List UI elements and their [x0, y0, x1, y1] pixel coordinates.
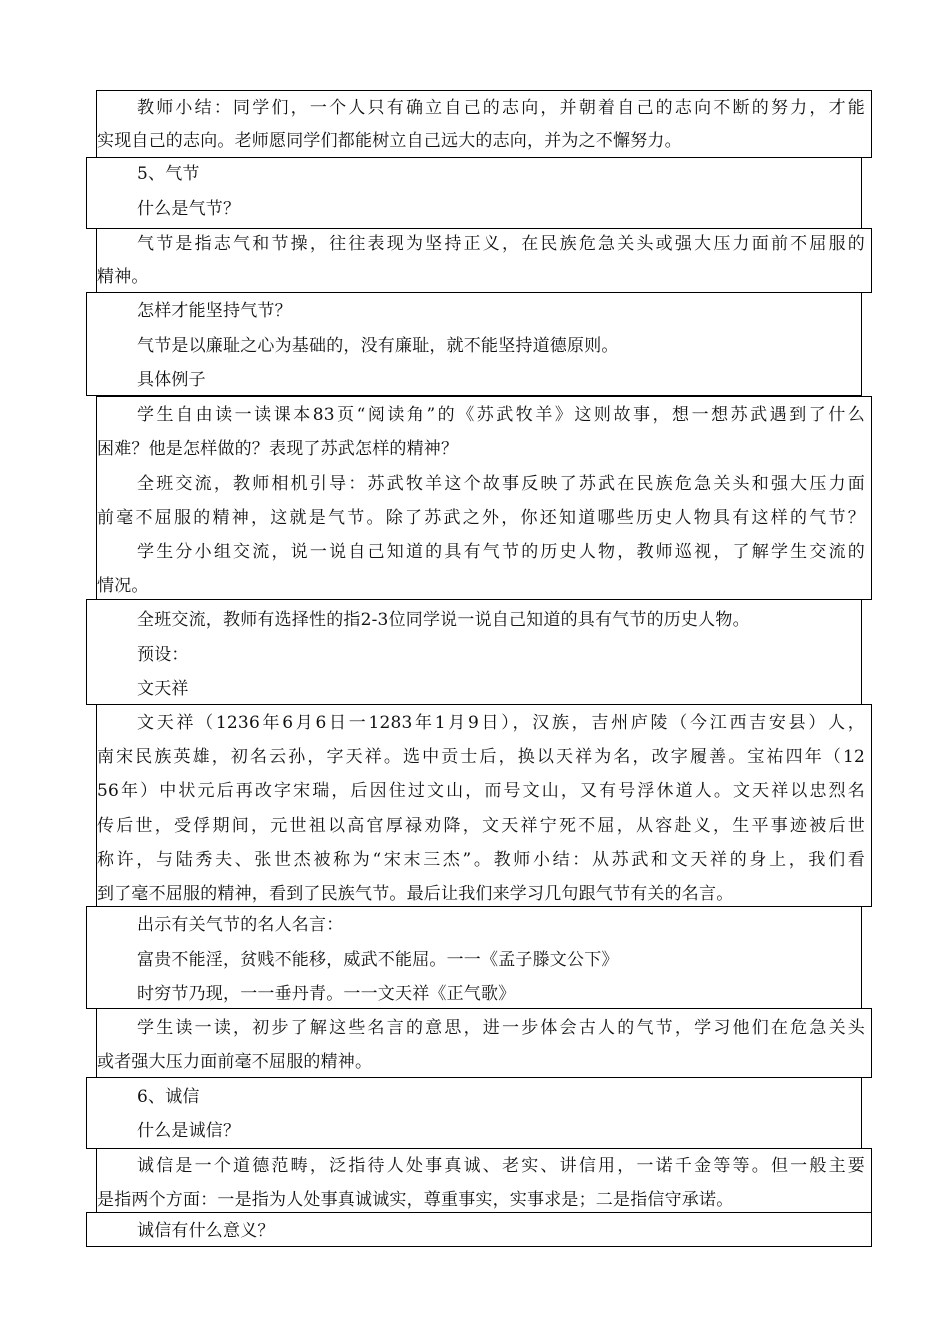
question-text: 什么是气节？ — [137, 199, 241, 219]
text-line: 预设： — [137, 645, 189, 665]
text-line: 学生读一读，初步了解这些名言的意思，进一步体会古人的气节，学习他们在危急关头 — [137, 1018, 865, 1038]
text-line: 文天祥 — [137, 679, 189, 699]
section-su-wu-story — [96, 396, 872, 600]
text-line: 全班交流，教师相机引导：苏武牧羊这个故事反映了苏武在民族危急关头和强大压力面 — [137, 474, 865, 494]
question-text: 诚信有什么意义？ — [137, 1221, 275, 1241]
text-line: 精神。 — [97, 267, 149, 287]
text-line: 学生分小组交流，说一说自己知道的具有气节的历史人物，教师巡视，了解学生交流的 — [137, 542, 865, 562]
quote-line: 时穷节乃现，一一垂丹青。一一文天祥《正气歌》 — [137, 984, 516, 1004]
text-line: 南宋民族英雄，初名云孙，字天祥。选中贡士后，换以天祥为名，改字履善。宝祐四年（12 — [97, 747, 865, 767]
text-line: 到了毫不屈服的精神，看到了民族气节。最后让我们来学习几句跟气节有关的名言。 — [97, 884, 734, 904]
text-line: 文天祥（1236年6月6日一1283年1月9日），汉族，吉州庐陵（今江西吉安县）人， — [137, 713, 865, 733]
text-line: 情况。 — [97, 576, 149, 596]
section-wen-tianxiang-bio — [96, 704, 872, 907]
text-line: 实现自己的志向。老师愿同学们都能树立自己远大的志向，并为之不懈努力。 — [97, 131, 682, 151]
text-line: 前毫不屈服的精神，这就是气节。除了苏武之外，你还知道哪些历史人物具有这样的气节？ — [97, 508, 865, 528]
text-line: 称许，与陆秀夫、张世杰被称为“宋末三杰”。教师小结：从苏武和文天祥的身上，我们看 — [97, 850, 865, 870]
text-line: 是指两个方面：一是指为人处事真诚诚实，尊重事实，实事求是；二是指信守承诺。 — [97, 1190, 734, 1210]
text-line: 具体例子 — [137, 370, 206, 390]
question-text: 什么是诚信？ — [137, 1121, 241, 1141]
text-line: 出示有关气节的名人名言： — [137, 915, 344, 935]
text-line: 气节是以廉耻之心为基础的，没有廉耻，就不能坚持道德原则。 — [137, 336, 619, 356]
text-line: 全班交流，教师有选择性的指2-3位同学说一说自己知道的具有气节的历史人物。 — [137, 610, 750, 630]
question-text: 怎样才能坚持气节？ — [137, 301, 292, 321]
text-line: 传后世，受俘期间，元世祖以高官厚禄劝降，文天祥宁死不屈，从容赴义，生平事迹被后世 — [97, 816, 865, 836]
text-line: 气节是指志气和节操，往往表现为坚持正义，在民族危急关头或强大压力面前不屈服的 — [137, 234, 865, 254]
text-line: 56年）中状元后再改字宋瑞，后因住过文山，而号文山，又有号浮休道人。文天祥以忠烈名 — [97, 781, 865, 801]
text-line: 教师小结：同学们，一个人只有确立自己的志向，并朝着自己的志向不断的努力，才能 — [137, 98, 865, 118]
section-heading: 5、气节 — [137, 164, 200, 184]
text-line: 困难？他是怎样做的？表现了苏武怎样的精神？ — [97, 439, 459, 459]
text-line: 诚信是一个道德范畴，泛指待人处事真诚、老实、讲信用，一诺千金等等。但一般主要 — [137, 1156, 865, 1176]
text-line: 或者强大压力面前毫不屈服的精神。 — [97, 1052, 373, 1072]
quote-line: 富贵不能淫，贫贱不能移，威武不能屈。一一《孟子滕文公下》 — [137, 950, 619, 970]
section-heading: 6、诚信 — [137, 1087, 200, 1107]
text-line: 学生自由读一读课本83页“阅读角”的《苏武牧羊》这则故事，想一想苏武遇到了什么 — [137, 405, 865, 425]
